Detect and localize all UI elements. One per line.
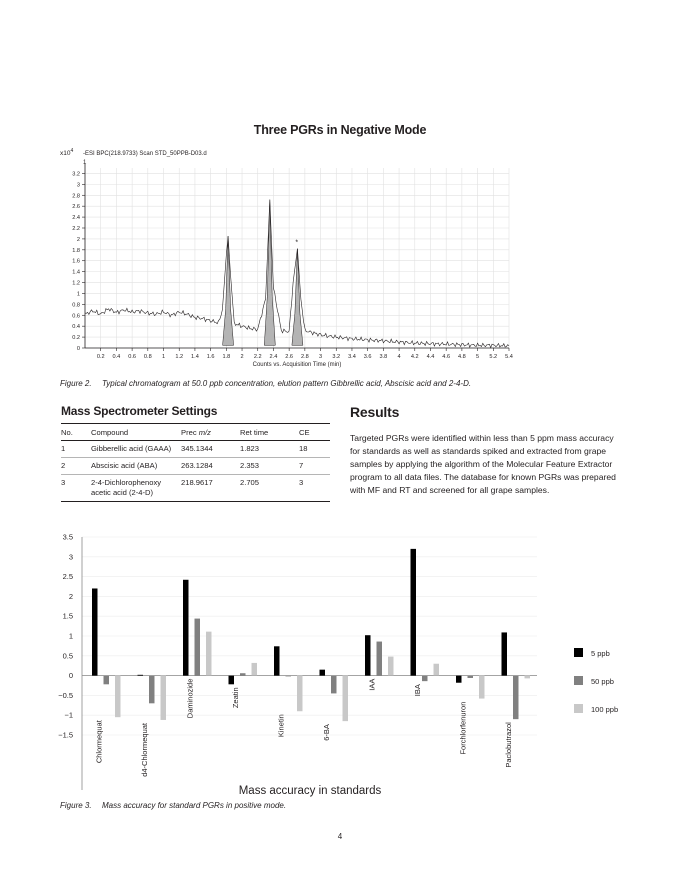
- cell-ce: 3: [299, 475, 330, 502]
- y-tick-label: 0: [68, 671, 73, 681]
- y-tick-label: 0: [76, 346, 80, 352]
- y-tick-label: 0.8: [72, 302, 80, 309]
- legend-label-5ppb: 5 ppb: [591, 649, 610, 658]
- y-tick-label: 3.5: [62, 532, 73, 542]
- x-tick-label: 0.2: [96, 354, 105, 360]
- x-axis-label: Mass accuracy in standards: [238, 785, 382, 797]
- page-number: 4: [337, 832, 343, 841]
- bar-iaa-5ppb: [365, 635, 371, 675]
- legend-swatch-50ppb: [574, 676, 583, 685]
- y-tick-label: 0.6: [72, 313, 80, 320]
- cell-rt: 2.705: [240, 475, 299, 502]
- y-tick-label: 3: [76, 182, 80, 189]
- cell-mz: 263.1284: [181, 458, 240, 475]
- category-label: Kinetin: [276, 714, 286, 738]
- bar-chlormequat-50ppb: [104, 676, 110, 685]
- y-tick-label: −1.5: [58, 730, 73, 740]
- y-tick-label: 3: [68, 552, 73, 562]
- x-tick-label: 0.8: [143, 354, 152, 360]
- bar-zeatin-5ppb: [229, 676, 235, 685]
- col-prec-mz-header: Prec m/z: [181, 424, 240, 441]
- x-tick-label: 5: [476, 354, 480, 360]
- bar-iba-100ppb: [434, 664, 440, 676]
- trace-marker: 1: [83, 160, 87, 166]
- y-tick-label: 2.6: [72, 204, 80, 211]
- col-compound-header: Compound: [91, 424, 181, 441]
- x-tick-label: 4: [397, 354, 401, 360]
- bar-iaa-100ppb: [388, 657, 394, 676]
- ms-settings-title: Mass Spectrometer Settings: [61, 404, 218, 418]
- bar-iba-50ppb: [422, 676, 428, 682]
- x-tick-label: 3.6: [363, 354, 372, 360]
- x-tick-label: 2.6: [285, 354, 294, 360]
- x-tick-label: 4.2: [410, 354, 419, 360]
- bar-chlormequat-100ppb: [115, 676, 121, 718]
- x-tick-label: 1.2: [175, 354, 184, 360]
- cell-mz: 218.9617: [181, 475, 240, 502]
- y-tick-label: 1.4: [72, 269, 80, 276]
- y-multiplier-label: $x10^4$: [60, 148, 74, 157]
- category-label: 6-BA: [322, 724, 331, 741]
- y-tick-label: −1: [64, 710, 73, 720]
- figure-2-caption-text: Typical chromatogram at 50.0 ppb concentration, elution pattern Gibbrellic acid, Abscisic acid and 2-4-D.: [102, 379, 472, 388]
- x-tick-label: 5.2: [489, 354, 498, 360]
- cell-rt: 2.353: [240, 458, 299, 475]
- bar-zeatin-100ppb: [252, 663, 258, 676]
- y-tick-label: 2.4: [72, 215, 80, 222]
- bar-d4-chlormequat-100ppb: [161, 676, 167, 720]
- legend-label-50ppb: 50 ppb: [591, 677, 614, 686]
- bar-zeatin-50ppb: [240, 673, 246, 675]
- figure-3-caption-text: Mass accuracy for standard PGRs in positive mode.: [102, 801, 287, 810]
- bar-paclobutrazol-100ppb: [525, 676, 531, 679]
- bar-forchlorfenuron-50ppb: [468, 676, 474, 678]
- bar-daminozide-5ppb: [183, 580, 189, 676]
- category-label: Forchlorfenuron: [458, 701, 468, 755]
- cell-compound: [91, 475, 181, 502]
- figure-3-number: Figure 3.: [60, 801, 92, 810]
- ms-settings-table: [61, 423, 330, 502]
- peak-area: [292, 249, 303, 346]
- y-tick-label: 1: [76, 291, 80, 298]
- cell-ce: 7: [299, 458, 330, 475]
- bar-6-ba-100ppb: [343, 676, 349, 722]
- y-tick-label: 2.5: [62, 572, 73, 582]
- category-label: Paclobutrazol: [504, 722, 513, 768]
- y-tick-label: 1.2: [72, 280, 80, 287]
- category-label: IBA: [413, 684, 422, 697]
- figure-3-caption: [60, 801, 286, 810]
- bar-d4-chlormequat-5ppb: [138, 675, 144, 676]
- cell-mz: 345.1344: [181, 441, 240, 458]
- bar-daminozide-50ppb: [195, 619, 201, 676]
- table-row: [61, 458, 330, 475]
- bar-kinetin-5ppb: [274, 646, 280, 675]
- legend-label-100ppb: 100 ppb: [591, 705, 619, 714]
- x-tick-label: 3.2: [332, 354, 341, 360]
- x-tick-label: 1.6: [206, 354, 215, 360]
- bar-iaa-50ppb: [377, 642, 383, 676]
- y-tick-label: −0.5: [58, 690, 73, 700]
- col-ce-header: CE: [299, 424, 330, 441]
- cell-compound-line2: acetic acid (2-4-D): [91, 488, 154, 497]
- cell-compound: Abscisic acid (ABA): [91, 458, 181, 475]
- y-tick-label: 3.2: [72, 171, 80, 178]
- x-tick-label: 4.8: [457, 354, 466, 360]
- x-tick-label: 1.4: [191, 354, 199, 360]
- bar-iba-5ppb: [411, 549, 417, 676]
- y-tick-label: 0.5: [62, 651, 73, 661]
- x-tick-label: 2.2: [253, 354, 262, 360]
- cell-compound: Gibberellic acid (GAAA): [91, 441, 181, 458]
- y-tick-label: 0.4: [72, 324, 80, 331]
- bar-forchlorfenuron-5ppb: [456, 676, 462, 683]
- scan-label: -ESI BPC(218.9733) Scan STD_50PPB-D03.d: [83, 151, 207, 157]
- x-tick-label: 0.4: [112, 354, 121, 360]
- bar-daminozide-100ppb: [206, 632, 212, 676]
- category-label: d4-Chlormequat: [140, 723, 149, 777]
- table-row: [61, 475, 330, 502]
- y-tick-label: 2: [68, 591, 73, 601]
- figure-2-caption: [60, 379, 471, 388]
- y-tick-label: 1.8: [72, 247, 80, 254]
- results-title: Results: [350, 404, 400, 420]
- x-tick-label: 4.6: [442, 354, 451, 360]
- y-tick-label: 2.8: [72, 193, 80, 200]
- bar-chlormequat-5ppb: [92, 588, 98, 675]
- mass-accuracy-chart: [0, 525, 680, 800]
- cell-no: 2: [61, 458, 91, 475]
- chromatogram-chart: [58, 146, 518, 371]
- x-axis-label: Counts vs. Acquisition Time (min): [252, 362, 342, 368]
- col-no-header: No.: [61, 424, 91, 441]
- legend-swatch-100ppb: [574, 704, 583, 713]
- peak-marker: *: [295, 239, 299, 247]
- category-label: Zeatin: [231, 687, 240, 709]
- bar-paclobutrazol-5ppb: [502, 632, 508, 675]
- figure-2-number: Figure 2.: [60, 379, 92, 388]
- x-tick-label: 1: [161, 354, 166, 360]
- x-tick-label: 0.6: [128, 354, 137, 360]
- results-paragraph: Targeted PGRs were identified within less than 5 ppm mass accuracy for standards as well as standards spiked and extracted from grape samples by applying the algorithm of the Molecular Feature Extractor program to all data files. The database for known PGRs was prepared with MF and RT and screened for all grape samples.: [350, 433, 616, 496]
- bar-6-ba-50ppb: [331, 676, 337, 694]
- y-tick-label: 1.5: [62, 611, 73, 621]
- x-tick-label: 3.4: [348, 354, 356, 360]
- cell-compound-line1: 2-4-Dichlorophenoxy: [91, 478, 162, 487]
- x-tick-label: 1.8: [222, 354, 231, 360]
- y-tick-label: 2.2: [72, 226, 80, 232]
- bar-kinetin-100ppb: [297, 676, 303, 712]
- x-tick-label: 5.4: [505, 354, 513, 360]
- cell-rt: 1.823: [240, 441, 299, 458]
- category-label: Daminozide: [185, 678, 195, 719]
- bar-paclobutrazol-50ppb: [513, 676, 519, 720]
- y-tick-label: 2: [76, 236, 80, 243]
- x-tick-label: 3: [318, 354, 323, 360]
- table-header-row: [61, 424, 330, 441]
- bar-forchlorfenuron-100ppb: [479, 676, 485, 699]
- bar-kinetin-50ppb: [286, 676, 292, 677]
- cell-no: 3: [61, 475, 91, 502]
- col-ret-time-header: Ret time: [240, 424, 299, 441]
- y-tick-label: 1: [68, 631, 73, 641]
- x-tick-label: 3.8: [379, 354, 388, 360]
- category-label: IAA: [367, 678, 377, 691]
- cell-no: 1: [61, 441, 91, 458]
- x-tick-label: 2.4: [269, 354, 278, 360]
- bar-d4-chlormequat-50ppb: [149, 676, 155, 704]
- y-tick-label: 0.2: [72, 335, 80, 342]
- bar-6-ba-5ppb: [320, 670, 326, 676]
- y-tick-label: 1.6: [72, 258, 80, 265]
- x-tick-label: 2: [240, 354, 244, 360]
- category-label: Chlormequat: [94, 720, 104, 764]
- x-tick-label: 4.4: [426, 354, 435, 360]
- legend-swatch-5ppb: [574, 648, 583, 657]
- table-row: [61, 441, 330, 458]
- x-tick-label: 2.8: [300, 354, 309, 360]
- cell-ce: 18: [299, 441, 330, 458]
- figure-2-title: Three PGRs in Negative Mode: [253, 123, 427, 137]
